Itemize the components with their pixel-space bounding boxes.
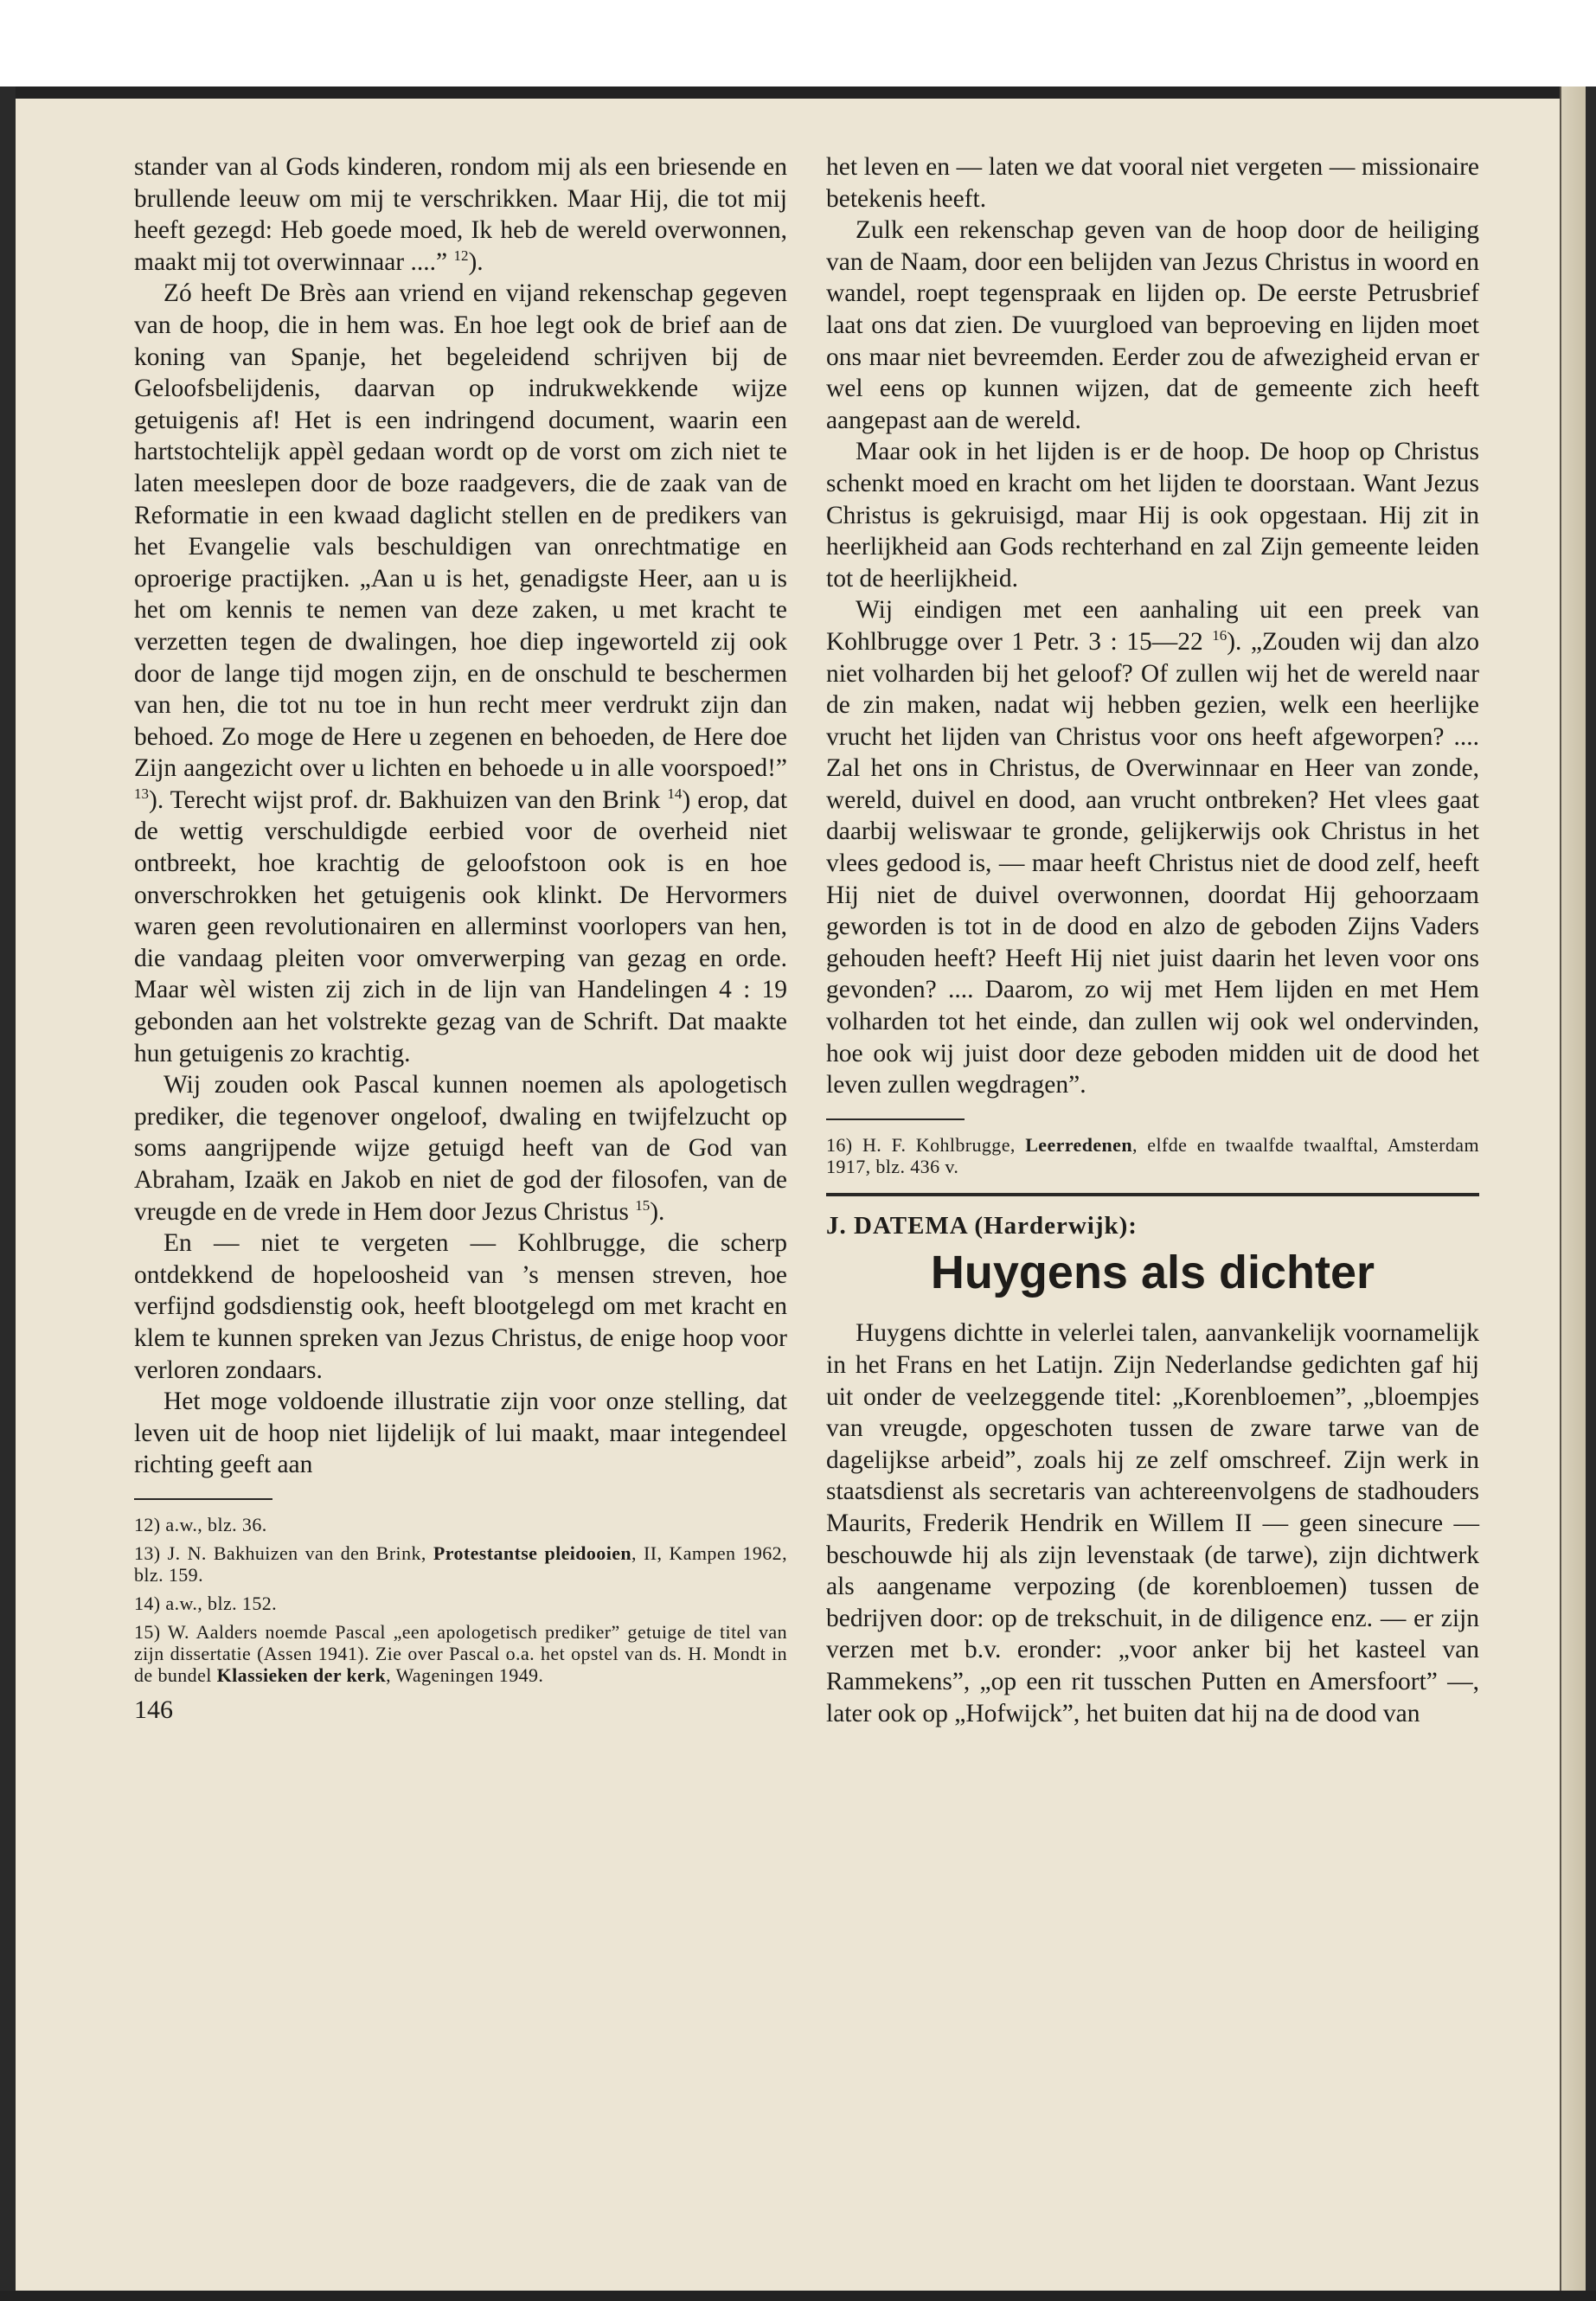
- scan-top-border: [0, 87, 1596, 99]
- paragraph: Maar ook in het lijden is er de hoop. De hoop op Christus schenkt moed en kracht om het lijden te doorstaan. Want Jezus Christus is gekruisigd, maar Hij is ook opgestaan. Hij zit in heerlijkheid aan Gods rechterhand en zal Zijn gemeente leiden tot de heerlijkheid.: [826, 438, 1479, 593]
- paragraph: Wij eindigen met een aanhaling uit een preek van Kohlbrugge over 1 Petr. 3 : 15—22 $^{16}$). „Zouden wij dan alzo niet volharden bij het geloof? Of zullen wij het de wereld naar de zin maken, nadat wij hebben gezien, welk een heerlijke vrucht het lijden van Christus voor ons heeft afgeworpen? .... Zal het ons in Christus, de Overwinnaar en Heer van zonde, wereld, duivel en dood, aan vrucht ontbreken? Het vlees gaat daarbij weliswaar te gronde, gelijkerwijs ook Christus in het vlees gedood is, — maar heeft Christus niet de dood zelf, heeft Hij niet de duivel overwonnen, doordat Hij gehoorzaam geworden is tot in de dood en alzo de geboden Zijns Vaders gehouden heeft? Heeft Hij niet juist daarin het leven voor ons gevonden? .... Daarom, zo wij met Hem lijden en met Hem volharden tot het einde, dan zullen wij ook wel ondervinden, hoe ook wij juist door deze geboden midden uit de dood het leven zullen wegdragen”.: [826, 596, 1480, 1099]
- article-separator: [826, 1193, 1479, 1196]
- paragraph: Het moge voldoende illustratie zijn voor onze stelling, dat leven uit de hoop niet lijdelijk of lui maakt, maar integendeel richting geeft aan: [134, 1388, 787, 1479]
- footnote: 14) a.w., blz. 152.: [134, 1592, 278, 1614]
- scan-right-border: [1586, 87, 1596, 2301]
- footnote-ref[interactable]: 14: [667, 785, 683, 803]
- footnote-divider: [134, 1498, 272, 1500]
- paragraph: Zulk een rekenschap geven van de hoop door de heiliging van de Naam, door een belijden van Jezus Christus in woord en wandel, roept tegenspraak en lijden op. De eerste Petrusbrief laat ons dat zien. De vuurgloed van beproeving en lijden moet ons maar niet bevreemden. Eerder zou de afwezigheid ervan er wel eens op kunnen wijzen, dat de gemeente zich heeft aangepast aan de wereld.: [826, 216, 1479, 434]
- left-column: [134, 151, 787, 1727]
- footnote: 12) a.w., blz. 36.: [134, 1513, 267, 1535]
- article-author: J. DATEMA (Harderwijk):: [826, 1211, 1138, 1240]
- article-title: Huygens als dichter: [930, 1247, 1375, 1299]
- footnote-ref[interactable]: 12: [453, 247, 469, 264]
- scan-left-border: [0, 87, 16, 2301]
- footnote-ref[interactable]: 15: [635, 1196, 651, 1214]
- footnote: 16) H. F. Kohlbrugge, Leerredenen, elfde en twaalfde twaalftal, Amsterdam 1917, blz. 436 v.: [826, 1133, 1479, 1177]
- footnote: 15) W. Aalders noemde Pascal „een apologetisch prediker” getuige de titel van zijn dissertatie (Assen 1941). Zie over Pascal o.a. het opstel van ds. H. Mondt in de bundel Klassieken der kerk, Wageningen 1949.: [134, 1620, 787, 1686]
- footnote-ref[interactable]: 16: [1212, 627, 1227, 644]
- paragraph: het leven en — laten we dat vooral niet vergeten — missionaire betekenis heeft.: [826, 153, 1479, 213]
- paragraph: En — niet te vergeten — Kohlbrugge, die scherp ontdekkend de hopeloosheid van ’s mensen streven, hoe verfijnd godsdienstig ook, heeft blootgelegd om met kracht en klem te kunnen spreken van Jezus Christus, de enige hoop voor verloren zondaars.: [134, 1229, 787, 1384]
- footnote-divider: [826, 1118, 965, 1120]
- paragraph: stander van al Gods kinderen, rondom mij als een briesende en brullende leeuw om mij te verschrikken. Maar Hij, die tot mij heeft gezegd: Heb goede moed, Ik heb de wereld overwonnen, maakt mij tot overwinnaar ....” $^{12}$).: [134, 153, 787, 276]
- footnote: 13) J. N. Bakhuizen van den Brink, Protestantse pleidooien, II, Kampen 1962, blz. 159.: [134, 1541, 787, 1586]
- paragraph: Wij zouden ook Pascal kunnen noemen als apologetisch prediker, die tegenover ongeloof, dwaling en twijfelzucht op soms aangrijpende wijze getuigd heeft van de God van Abraham, Izaäk en Jakob en niet de god der filosofen, van de vreugde en de vrede in Hem door Jezus Christus $^{15}$).: [134, 1071, 787, 1226]
- footnote-ref[interactable]: 13: [134, 785, 149, 803]
- page-edge-shadow: [1560, 87, 1586, 2301]
- right-column: [826, 151, 1479, 1729]
- page-number: 146: [134, 1695, 173, 1724]
- paragraph: Zó heeft De Brès aan vriend en vijand rekenschap gegeven van de hoop, die in hem was. En hoe legt ook de brief aan de koning van Spanje, het begeleidend schrijven bij de Geloofsbelijdenis, daarvan op indrukwekkende wijze getuigenis af! Het is een indringend document, waarin een hartstochtelijk appèl gedaan wordt op de vorst om zich niet te laten meeslepen door de boze raadgevers, die de zaak van de Reformatie in een kwaad daglicht stellen en de predikers van het Evangelie vals beschuldigen van onrechtmatige en oproerige practijken. „Aan u is het, genadigste Heer, aan u is het om kennis te nemen van deze zaken, u met kracht te verzetten tegen de dwalingen, hoe diep ingeworteld zij ook door de lange tijd mogen zijn, en de onschuld te beschermen van hen, die tot nu toe in hun recht meer verdrukt zijn dan behoed. Zo moge de Here u zegenen en behoeden, de Here doe Zijn aangezicht over u lichten en behoede u in alle voorspoed!” $^{13}$). Terecht wijst prof. dr. Bakhuizen van den Brink $^{14}$) erop, dat de wettig verschuldigde eerbied voor de overheid niet ontbreekt, hoe krachtig de geloofstoon ook is en hoe onverschrokken het getuigenis ook klinkt. De Hervormers waren geen revolutionairen en allerminst voorlopers van hen, die vandaag pleiten voor omverwerping van gezag en orde. Maar wèl wisten zij zich in de lijn van Handelingen 4 : 19 gebonden aan het volstrekte gezag van de Schrift. Dat maakte hun getuigenis zo krachtig.: [134, 279, 788, 1067]
- scanned-page: [0, 87, 1596, 2301]
- article-body: Huygens dichtte in velerlei talen, aanvankelijk voornamelijk in het Frans en het Latijn. Zijn Nederlandse gedichten gaf hij uit onder de veelzeggende titel: „Korenbloemen”, „bloempjes van vreugde, opgeschoten tussen de zware tarwe van de dagelijkse arbeid”, zoals hij ze zelf omschreef. Zijn werk in staatsdienst als secretaris van achtereenvolgens de stadhouders Maurits, Frederik Hendrik en Willem II — geen sinecure — beschouwde hij als zijn levenstaak (de tarwe), zijn dichtwerk als aangename verpozing (de korenbloemen) tussen de bedrijven door: op de trekschuit, in de diligence enz. — er zijn verzen met b.v. eronder: „voor anker bij het kasteel van Rammekens”, „op een rit tusschen Putten en Amersfoort” —, later ook op „Hofwijck”, het buiten dat hij na de dood van: [826, 1319, 1479, 1727]
- scan-bottom-border: [0, 2291, 1596, 2301]
